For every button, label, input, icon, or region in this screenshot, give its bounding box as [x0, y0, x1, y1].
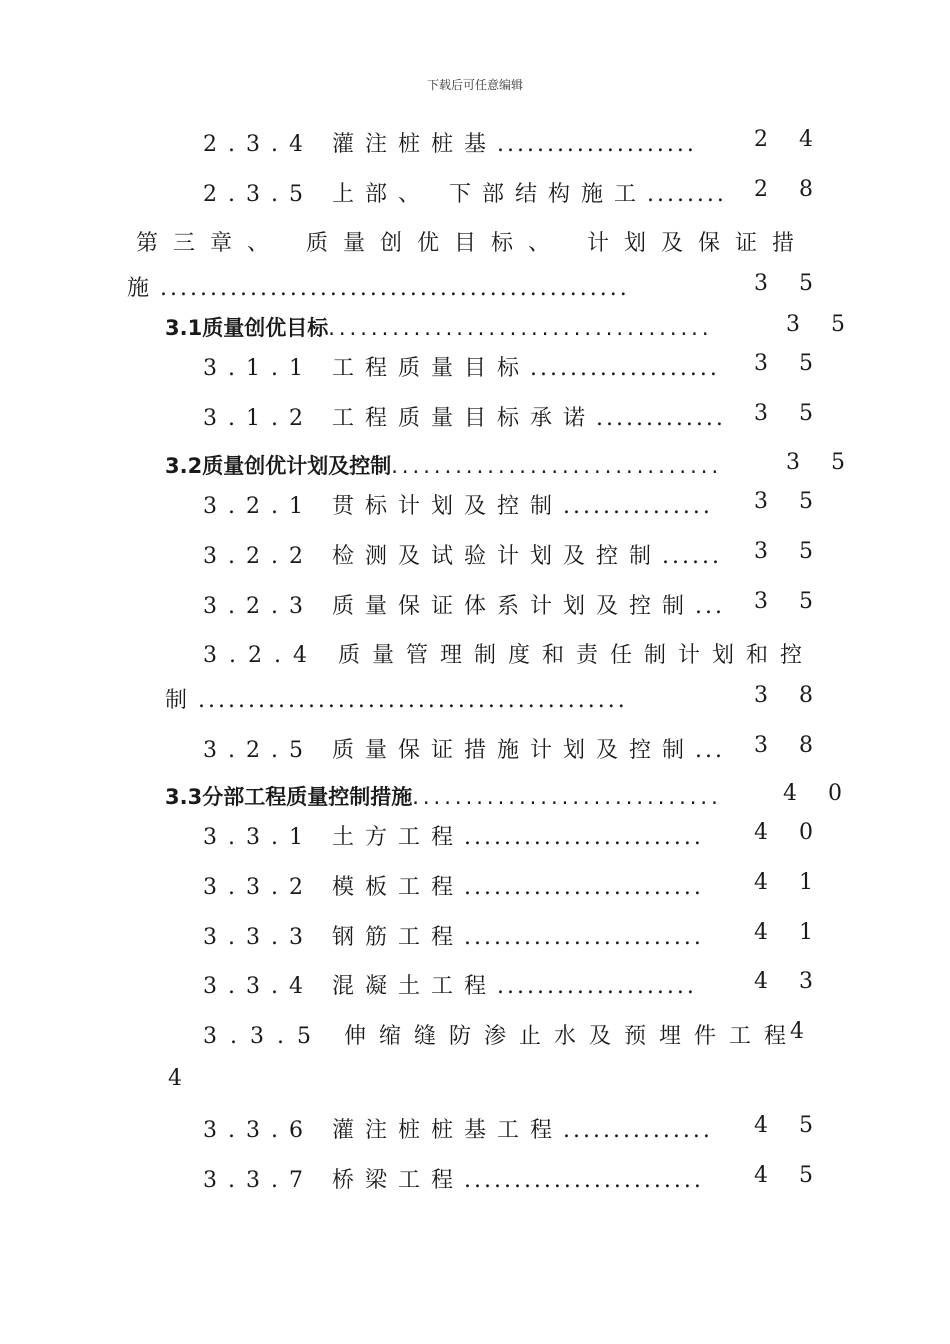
toc-entry-title: 3.2.5 质量保证措施计划及控制 [203, 738, 695, 763]
toc-entry-leader: .................... [496, 974, 697, 999]
toc-entry-leader: ........ [646, 182, 727, 207]
toc-entry-title: 3.3.3 钢筋工程 [203, 925, 464, 950]
toc-entry-leader: ............... [562, 1118, 713, 1143]
toc-entry-leader: ... [694, 594, 725, 619]
toc-entry-leader: ............................................... [160, 276, 630, 301]
toc-entry-title: 第三章、 质量创优目标、 计划及保证措 [136, 231, 809, 256]
toc-entry-page: 4 5 [754, 1163, 825, 1188]
toc-entry-page: 3 8 [754, 733, 825, 758]
toc-entry-page: 3 5 [754, 401, 825, 426]
toc-entry-title: 3.3.4 混凝土工程 [203, 974, 497, 999]
toc-entry[interactable] [203, 820, 704, 851]
toc-entry-title: 3.2质量创优计划及控制 [165, 454, 392, 478]
toc-entry-section[interactable] [165, 781, 722, 811]
toc-entry-leader: ................... [529, 356, 720, 381]
toc-entry-title: 3.3.7 桥梁工程 [203, 1168, 464, 1193]
toc-entry[interactable] [165, 683, 628, 714]
toc-entry[interactable] [203, 969, 697, 1000]
toc-entry-leader: ........................ [463, 875, 704, 900]
toc-entry[interactable] [127, 271, 630, 302]
toc-entry-page: 3 8 [754, 683, 825, 708]
toc-entry-title: 3.3.2 模板工程 [203, 875, 464, 900]
toc-entry[interactable] [203, 733, 725, 764]
toc-entry-leader: .................... [496, 132, 697, 157]
toc-entry-title: 4 [168, 1066, 193, 1091]
toc-entry-page: 3 5 [754, 271, 825, 296]
toc-entry-title: 2.3.4 灌注桩桩基 [203, 132, 497, 157]
toc-entry-title: 3.2.3 质量保证体系计划及控制 [203, 594, 695, 619]
toc-entry[interactable] [203, 870, 704, 901]
toc-entry-title: 施 [127, 276, 161, 301]
toc-entry-page: 3 5 [786, 450, 857, 475]
toc-entry-page: 3 5 [754, 589, 825, 614]
toc-entry-leader: ...... [661, 544, 722, 569]
toc-entry-page: 4 1 [754, 870, 825, 895]
toc-entry[interactable] [203, 401, 726, 432]
toc-entry[interactable] [203, 589, 725, 620]
toc-entry[interactable] [203, 489, 713, 520]
toc-entry-page: 4 1 [754, 920, 825, 945]
toc-entry-page: 4 5 [754, 1113, 825, 1138]
page-header: 下载后可任意编辑 [426, 78, 523, 92]
toc-entry-page: 2 8 [754, 177, 825, 202]
toc-entry-leader: ... [694, 738, 725, 763]
toc-entry-title: 制 [165, 688, 199, 713]
toc-entry-leader: ........................ [463, 825, 704, 850]
toc-entry-leader: ............... [562, 494, 713, 519]
toc-entry-page: 4 3 [754, 969, 825, 994]
toc-entry-title: 3.2.2 检测及试验计划及控制 [203, 544, 662, 569]
toc-entry-page: 4 0 [754, 820, 825, 845]
toc-entry-title: 3.1.2 工程质量目标承诺 [203, 406, 596, 431]
toc-entry-title: 3.1.1 工程质量目标 [203, 356, 530, 381]
toc-entry[interactable] [203, 1113, 713, 1144]
toc-entry-page: 3 5 [754, 351, 825, 376]
toc-entry-page: 3 5 [754, 539, 825, 564]
toc-entry-page: 4 [790, 1019, 816, 1044]
toc-entry[interactable] [203, 1163, 704, 1194]
toc-entry[interactable] [203, 351, 720, 382]
toc-entry-section[interactable] [165, 450, 722, 480]
toc-entry[interactable] [203, 127, 697, 158]
toc-entry-title: 3.1质量创优目标 [165, 316, 329, 340]
toc-entry-section[interactable] [165, 312, 713, 342]
toc-entry-page: 3 5 [786, 312, 857, 337]
toc-entry[interactable] [203, 177, 727, 208]
toc-entry[interactable] [203, 920, 704, 951]
toc-entry-title: 3.3.1 土方工程 [203, 825, 464, 850]
toc-entry-title: 3.3.6 灌注桩桩基工程 [203, 1118, 563, 1143]
toc-entry-leader: ........................ [463, 925, 704, 950]
toc-entry[interactable] [203, 1019, 799, 1050]
toc-entry-page: 2 4 [754, 127, 825, 152]
toc-entry-leader: ............. [595, 406, 726, 431]
toc-entry-title: 2.3.5 上部、 下部结构施工 [203, 182, 647, 207]
toc-entry-page: 3 5 [754, 489, 825, 514]
toc-entry-title: 3.2.1 贯标计划及控制 [203, 494, 563, 519]
toc-entry[interactable] [203, 539, 722, 570]
toc-entry-title: 3.3分部工程质量控制措施 [165, 785, 413, 809]
toc-entry-leader: ........................ [463, 1168, 704, 1193]
toc-entry-chapter[interactable] [136, 226, 809, 257]
toc-entry-title: 3.2.4 质量管理制度和责任制计划和控 [203, 643, 814, 668]
toc-entry-page: 4 0 [783, 781, 854, 806]
toc-entry[interactable] [203, 638, 814, 669]
toc-entry-leader: ............................. [412, 785, 722, 809]
toc-entry-continued [168, 1066, 193, 1091]
toc-entry-leader: ........................................... [198, 688, 628, 713]
toc-entry-title: 3.3.5 伸缩缝防渗止水及预埋件工程 [203, 1024, 799, 1049]
toc-entry-leader: .................................... [328, 316, 713, 340]
toc-entry-leader: ............................... [391, 454, 723, 478]
